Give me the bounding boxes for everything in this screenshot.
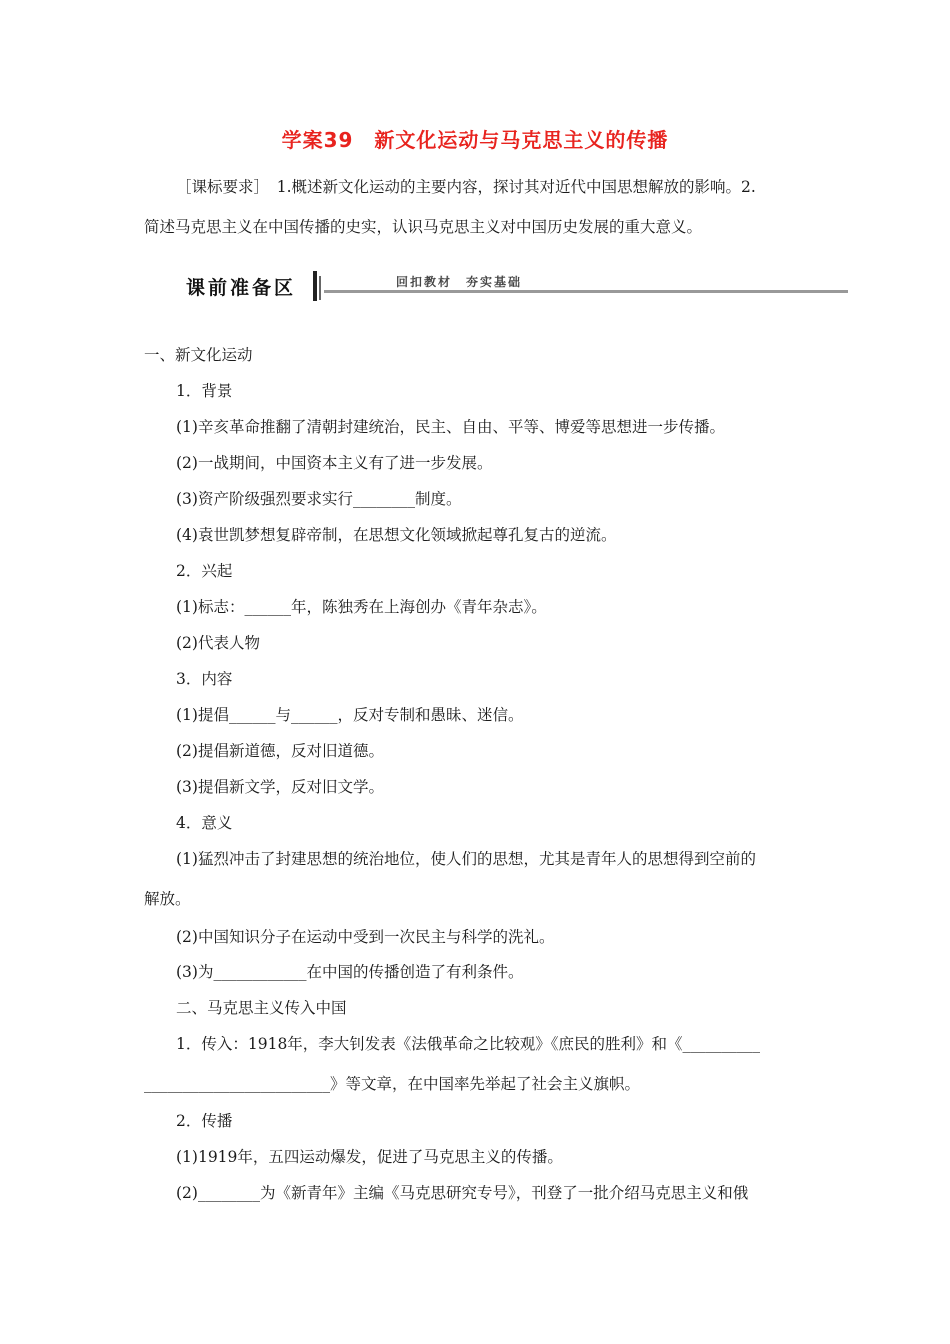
subheading-spread: 2．传播	[176, 1112, 233, 1130]
text-line: (1)1919年，五四运动爆发，促进了马克思主义的传播。	[176, 1148, 563, 1166]
requirement-line-1: ［课标要求］ 1.概述新文化运动的主要内容，探讨其对近代中国思想解放的影响。2.	[176, 178, 756, 196]
subheading-content: 3．内容	[176, 670, 233, 688]
banner-subtitle: 回扣教材 夯实基础	[396, 275, 523, 289]
heading-section-2: 二、马克思主义传入中国	[176, 999, 347, 1017]
banner-divider-bar	[313, 271, 317, 301]
text-line: (1)辛亥革命推翻了清朝封建统治，民主、自由、平等、博爱等思想进一步传播。	[176, 418, 725, 436]
text-line-continued: 解放。	[144, 890, 191, 908]
fill-in-line: (3)为____________在中国的传播创造了有利条件。	[176, 963, 524, 981]
text-line: (2)一战期间，中国资本主义有了进一步发展。	[176, 454, 493, 472]
page-title: 学案39 新文化运动与马克思主义的传播	[281, 128, 669, 152]
banner-divider-bar-thin	[319, 276, 321, 300]
subheading-rise: 2．兴起	[176, 562, 233, 580]
banner-rule	[324, 290, 848, 293]
text-line: (2)中国知识分子在运动中受到一次民主与科学的洗礼。	[176, 928, 555, 946]
fill-in-line: (1)标志：______年，陈独秀在上海创办《青年杂志》。	[176, 598, 547, 616]
fill-in-line: (1)提倡______与______，反对专制和愚昧、迷信。	[176, 706, 524, 724]
fill-in-line: (3)资产阶级强烈要求实行________制度。	[176, 490, 462, 508]
banner-title: 课前准备区	[186, 277, 297, 299]
subheading-significance: 4．意义	[176, 814, 233, 832]
text-line: (2)提倡新道德，反对旧道德。	[176, 742, 384, 760]
section-banner	[176, 268, 848, 304]
text-line: (2)代表人物	[176, 634, 260, 652]
heading-section-1: 一、新文化运动	[144, 346, 253, 364]
fill-in-line: (2)________为《新青年》主编《马克思研究专号》，刊登了一批介绍马克思主义和俄	[176, 1184, 749, 1202]
text-line: (1)猛烈冲击了封建思想的统治地位，使人们的思想，尤其是青年人的思想得到空前的	[176, 850, 756, 868]
fill-in-line: 1．传入：1918年，李大钊发表《法俄革命之比较观》《庶民的胜利》和《__________	[176, 1035, 761, 1053]
fill-in-line-continued: ________________________》等文章，在中国率先举起了社会主义旗帜。	[144, 1075, 641, 1093]
text-line: (4)袁世凯梦想复辟帝制，在思想文化领域掀起尊孔复古的逆流。	[176, 526, 617, 544]
text-line: (3)提倡新文学，反对旧文学。	[176, 778, 384, 796]
requirement-line-2: 简述马克思主义在中国传播的史实，认识马克思主义对中国历史发展的重大意义。	[144, 218, 703, 236]
subheading-background: 1．背景	[176, 382, 233, 400]
